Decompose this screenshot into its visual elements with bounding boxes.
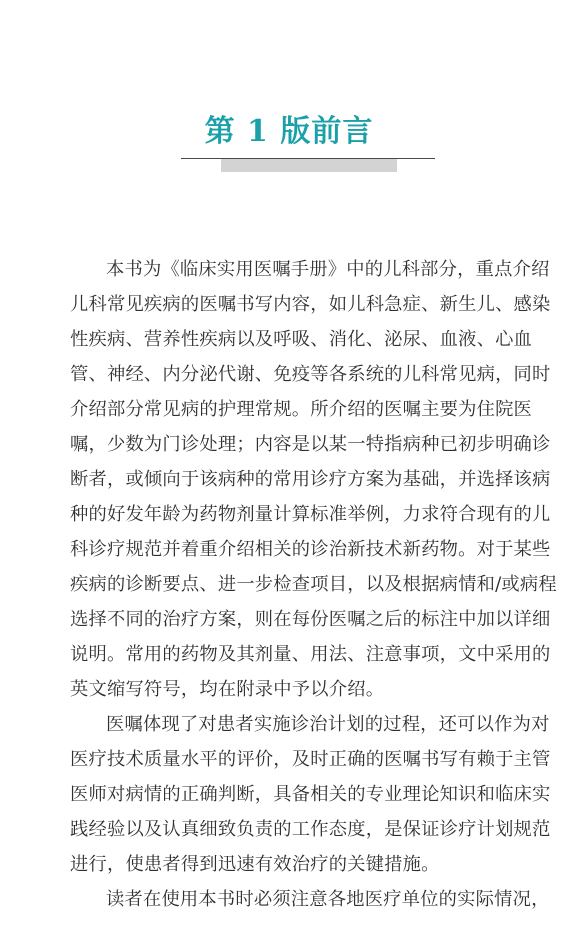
paragraph-line: 本书为《临床实用医嘱手册》中的儿科部分，重点介绍 xyxy=(106,259,550,280)
paragraph-line: 管、神经、内分泌代谢、免疫等各系统的儿科常见病，同时 xyxy=(70,364,551,385)
paragraph-line: 英文缩写符号，均在附录中予以介绍。 xyxy=(70,679,385,700)
title-decoration-bar xyxy=(221,159,397,172)
paragraph-line: 进行，使患者得到迅速有效治疗的关键措施。 xyxy=(70,854,440,875)
paragraph-line: 儿科常见疾病的医嘱书写内容，如儿科急症、新生儿、感染 xyxy=(70,294,551,315)
paragraph-line: 医疗技术质量水平的评价，及时正确的医嘱书写有赖于主管 xyxy=(70,749,551,770)
paragraph-line: 疾病的诊断要点、进一步检查项目，以及根据病情和/或病程 xyxy=(70,574,557,595)
paragraph-line: 介绍部分常见病的护理常规。所介绍的医嘱主要为住院医 xyxy=(70,399,533,420)
preface-body xyxy=(70,252,557,917)
page-title: 第 1 版前言 xyxy=(204,114,374,149)
paragraph-line: 性疾病、营养性疾病以及呼吸、消化、泌尿、血液、心血 xyxy=(70,329,533,350)
paragraph-line: 选择不同的治疗方案，则在每份医嘱之后的标注中加以详细 xyxy=(70,609,551,630)
paragraph-line: 医师对病情的正确判断，具备相关的专业理论知识和临床实 xyxy=(70,784,551,805)
paragraph-line: 嘱，少数为门诊处理；内容是以某一特指病种已初步明确诊 xyxy=(70,434,551,455)
paragraph-line: 科诊疗规范并着重介绍相关的诊治新技术新药物。对于某些 xyxy=(70,539,551,560)
paragraph-line: 医嘱体现了对患者实施诊治计划的过程，还可以作为对 xyxy=(106,714,550,735)
paragraph-line: 说明。常用的药物及其剂量、用法、注意事项，文中采用的 xyxy=(70,644,551,665)
paragraph-line: 种的好发年龄为药物剂量计算标准举例，力求符合现有的儿 xyxy=(70,504,551,525)
paragraph-line: 断者，或倾向于该病种的常用诊疗方案为基础，并选择该病 xyxy=(70,469,551,490)
paragraph-line: 践经验以及认真细致负责的工作态度，是保证诊疗计划规范 xyxy=(70,819,551,840)
paragraph-line: 读者在使用本书时必须注意各地医疗单位的实际情况， xyxy=(106,889,550,910)
